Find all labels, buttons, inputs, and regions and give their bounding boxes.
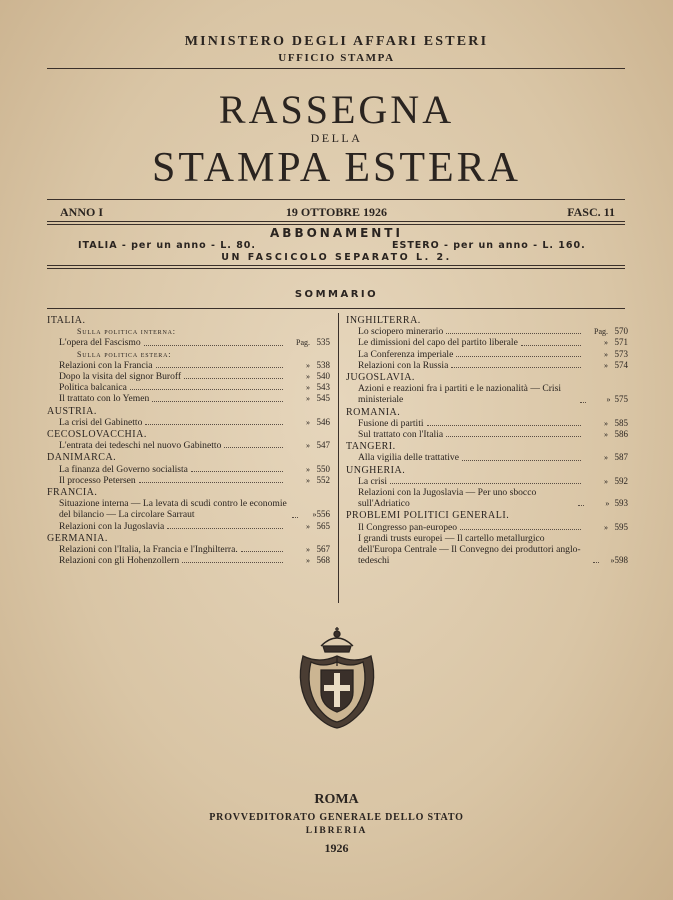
toc-page-mark: Pag. [296, 338, 310, 348]
toc-entry [346, 452, 628, 463]
toc-left-column [47, 314, 330, 566]
imprint-dept: LIBRERIA [305, 826, 368, 836]
toc-page-mark: Pag. [594, 327, 608, 337]
toc-subheading: Sulla politica estera: [77, 349, 172, 359]
toc-entry [47, 475, 330, 486]
toc-page-mark: » [604, 418, 608, 428]
toc-page-mark: » [604, 430, 608, 440]
toc-entry [346, 326, 628, 337]
toc-right-column [346, 314, 628, 566]
title-line-2: DELLA [310, 131, 363, 145]
toc-entry-title: Il Congresso pan-europeo [358, 521, 458, 533]
toc-entry-title: Relazioni con la Jugoslavia [59, 520, 165, 532]
toc-entry-title: Relazioni con la Jugoslavia — Per uno sbocco sull'Adriatico [358, 487, 537, 510]
toc-page-number: 574 [614, 359, 628, 370]
toc-entry-title: Situazione interna — La levata di scudi contro le economie del bilancio — La circolare Sarraut [59, 498, 287, 521]
toc-entry-title: L'entrata dei tedeschi nel nuovo Gabinetto [59, 440, 222, 452]
toc-page-mark: » [306, 394, 310, 404]
toc-page-number: 547 [316, 440, 330, 451]
toc-entry-title: Relazioni con la Francia [59, 359, 153, 371]
toc-leader-dots [456, 356, 581, 357]
toc-page-number: 575 [614, 394, 629, 405]
toc-entry-title: Politica balcanica [59, 382, 127, 394]
toc-entry [346, 487, 628, 509]
toc-entry-title: Il processo Petersen [59, 474, 136, 486]
toc-entry [47, 382, 330, 393]
toc-entry [47, 498, 330, 520]
toc-leader-dots [578, 505, 584, 506]
toc-section-heading: PROBLEMI POLITICI GENERALI. [346, 510, 510, 522]
toc-entry-title: Il trattato con lo Yemen [59, 393, 150, 405]
toc-entry [346, 418, 628, 429]
toc-leader-dots [144, 345, 283, 346]
toc-leader-dots [460, 529, 581, 530]
toc-leader-dots [139, 482, 283, 483]
toc-leader-dots [462, 460, 581, 461]
toc-page-mark: » [610, 556, 615, 566]
toc-page-mark: » [306, 441, 310, 451]
toc-page-mark: » [606, 395, 611, 405]
issue-fascicle: FASC. 11 [567, 205, 615, 219]
toc-leader-dots [427, 425, 581, 426]
toc-section-heading: AUSTRIA. [47, 405, 97, 417]
ministry-heading: MINISTERO DEGLI AFFARI ESTERI [184, 34, 489, 49]
toc-leader-dots [145, 424, 283, 425]
toc-leader-dots [390, 483, 581, 484]
toc-entry-title: Relazioni con la Russia [358, 359, 449, 371]
subscriptions-heading: ABBONAMENTI [270, 226, 403, 240]
imprint-year: 1926 [324, 841, 349, 855]
toc-entry [346, 522, 628, 533]
toc-page-number: 585 [614, 417, 628, 428]
toc-page-mark: » [312, 510, 317, 520]
toc-entry [346, 383, 628, 405]
issue-year: ANNO I [60, 205, 104, 219]
toc-section-heading: CECOSLOVACCHIA. [47, 429, 147, 441]
toc-page-mark: » [604, 349, 608, 359]
toc-leader-dots [451, 367, 581, 368]
toc-page-number: 571 [614, 337, 628, 348]
toc-entry-title: I grandi trusts europei — Il cartello metallurgico dell'Europa Centrale — Il Convegno dei produttori anglo-tedeschi [358, 532, 581, 567]
toc-entry [346, 476, 628, 487]
toc-leader-dots [224, 447, 283, 448]
issue-rule-double [47, 224, 625, 225]
toc-page-mark: » [604, 360, 608, 370]
toc-entry [47, 464, 330, 475]
toc-entry-title: Lo sciopero minerario [358, 326, 444, 338]
toc-section-heading: DANIMARCA. [47, 452, 117, 464]
summary-heading: SOMMARIO [294, 289, 379, 300]
toc-section-heading: INGHILTERRA. [346, 315, 421, 326]
toc-entry [346, 429, 628, 440]
toc-entry-title: Fusione di partiti [358, 417, 424, 429]
top-rule [47, 68, 625, 69]
toc-entry [47, 337, 330, 348]
toc-leader-dots [521, 345, 581, 346]
toc-entry [346, 360, 628, 371]
toc-page-number: 587 [614, 452, 628, 463]
toc-page-mark: » [604, 453, 608, 463]
toc-page-mark: » [306, 383, 310, 393]
title-line-1: RASSEGNA [218, 87, 455, 132]
toc-entry-title: L'opera del Fascismo [59, 337, 141, 349]
toc-entry-title: La crisi del Gabinetto [59, 416, 143, 428]
toc-page-mark: » [604, 338, 608, 348]
toc-entry-title: Le dimissioni del capo del partito liberale [358, 337, 518, 349]
toc-entry [47, 417, 330, 428]
toc-page-number: 540 [316, 371, 330, 382]
toc-entry-title: Sul trattato con l'Italia [358, 429, 444, 441]
toc-page-number: 592 [614, 475, 628, 486]
toc-leader-dots [292, 517, 298, 518]
issue-date: 19 OTTOBRE 1926 [285, 205, 388, 219]
toc-entry-title: Alla vigilia delle trattative [358, 452, 459, 464]
toc-page-number: 567 [316, 544, 330, 555]
toc-leader-dots [182, 562, 283, 563]
toc-entry [47, 555, 330, 566]
toc-page-number: 556 [316, 509, 330, 520]
toc-leader-dots [156, 367, 283, 368]
toc-section-heading: ITALIA. [47, 315, 86, 326]
toc-page-mark: » [604, 476, 608, 486]
toc-page-mark: » [306, 464, 310, 474]
toc-page-mark: » [306, 556, 310, 566]
toc-page-mark: » [306, 545, 310, 555]
savoy-coat-of-arms-icon [291, 626, 383, 730]
toc-leader-dots [593, 562, 599, 563]
toc-leader-dots [446, 333, 581, 334]
toc-entry [346, 337, 628, 348]
toc-page-mark: » [306, 372, 310, 382]
toc-page-number: 565 [316, 520, 330, 531]
toc-page-number: 593 [614, 498, 628, 509]
imprint-publisher: PROVVEDITORATO GENERALE DELLO STATO [209, 812, 464, 823]
toc-entry-title: La crisi [358, 475, 388, 487]
toc-page-number: 568 [316, 555, 330, 566]
toc-section-heading: UNGHERIA. [346, 464, 406, 476]
toc-entry-title: Relazioni con l'Italia, la Francia e l'Inghilterra. [59, 544, 238, 556]
price-single: UN FASCICOLO SEPARATO L. 2. [221, 252, 452, 263]
toc-entry [47, 360, 330, 371]
toc-page-mark: » [306, 417, 310, 427]
toc-section-heading: JUGOSLAVIA. [346, 372, 415, 384]
toc-entry [47, 521, 330, 532]
toc-page-mark: » [306, 475, 310, 485]
title-line-3: STAMPA ESTERA [151, 145, 521, 191]
toc-entry [47, 393, 330, 404]
toc-page-number: 552 [316, 474, 330, 485]
toc-leader-dots [152, 401, 283, 402]
toc-entry-title: La finanza del Governo socialista [59, 463, 188, 475]
toc-page-mark: » [604, 522, 608, 532]
summary-rule [47, 308, 625, 309]
toc-leader-dots [191, 471, 283, 472]
toc-page-number: 543 [316, 382, 330, 393]
toc-entry [346, 533, 628, 567]
toc-page-number: 546 [316, 416, 330, 427]
column-divider [338, 313, 339, 603]
toc-page-number: 545 [316, 393, 330, 404]
toc-section-heading: GERMANIA. [47, 532, 108, 544]
toc-entry-title: La Conferenza imperiale [358, 348, 454, 360]
toc-page-number: 595 [614, 521, 628, 532]
price-italy: ITALIA - per un anno - L. 80. [78, 240, 257, 251]
toc-page-number: 598 [614, 555, 628, 566]
toc-page-number: 538 [316, 359, 330, 370]
toc-page-mark: » [306, 521, 310, 531]
toc-page-mark: » [605, 499, 610, 509]
toc-leader-dots [130, 389, 283, 390]
toc-entry [47, 371, 330, 382]
toc-entry-title: Relazioni con gli Hohenzollern [59, 555, 180, 567]
imprint-city: ROMA [314, 792, 359, 807]
toc-entry [346, 349, 628, 360]
toc-leader-dots [167, 528, 283, 529]
toc-page-number: 573 [614, 348, 628, 359]
toc-entry [47, 544, 330, 555]
toc-leader-dots [446, 436, 581, 437]
toc-entry [47, 440, 330, 451]
toc-page-number: 550 [316, 463, 330, 474]
toc-section-heading: ROMANIA. [346, 406, 401, 418]
price-abroad: ESTERO - per un anno - L. 160. [392, 240, 586, 251]
subscriptions-rule [47, 265, 625, 266]
issue-rule-bottom [47, 221, 625, 222]
toc-page-number: 570 [614, 326, 628, 337]
toc-page-number: 586 [614, 429, 628, 440]
toc-entry-title: Dopo la visita del signor Buroff [59, 371, 182, 383]
office-heading: UFFICIO STAMPA [278, 52, 395, 64]
issue-rule-top [47, 199, 625, 200]
toc-section-heading: FRANCIA. [47, 487, 98, 499]
toc-entry-title: Azioni e reazioni fra i partiti e le nazionalità — Crisi ministeriale [358, 383, 561, 406]
toc-page-mark: » [306, 360, 310, 370]
toc-section-heading: TANGERI. [346, 441, 396, 453]
toc-subheading: Sulla politica interna: [77, 327, 176, 337]
subscriptions-rule-double [47, 268, 625, 269]
toc-page-number: 535 [316, 337, 330, 348]
toc-leader-dots [580, 402, 586, 403]
toc-leader-dots [241, 551, 283, 552]
toc-leader-dots [184, 378, 283, 379]
